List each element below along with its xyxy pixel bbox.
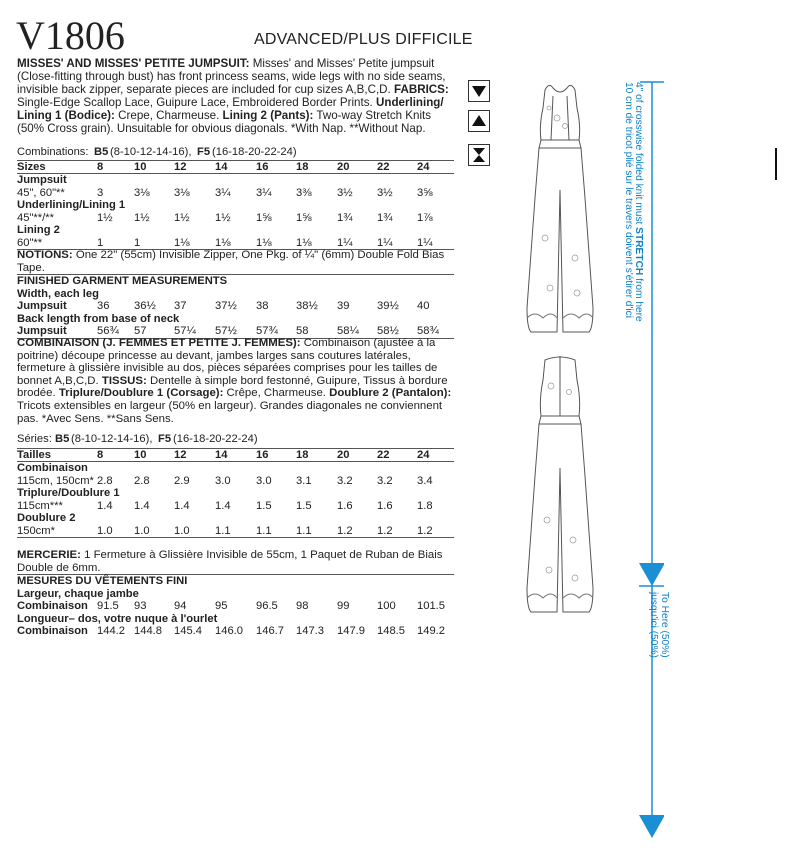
fabric-width: 115cm*** (17, 499, 63, 512)
measurement-value: 146.0 (215, 625, 243, 637)
fabric-width: 60"** (17, 236, 43, 249)
yardage-values-row (17, 500, 457, 513)
size-value: 22 (377, 160, 390, 173)
combinations-row (17, 146, 457, 159)
yardage-title-row (17, 487, 457, 500)
yardage-value: 1.5 (296, 499, 312, 512)
measurement-value: 38 (256, 300, 269, 312)
yardage-value: 1.8 (417, 499, 433, 512)
size-value: 24 (417, 160, 430, 173)
yardage-title: Combinaison (17, 462, 88, 474)
fabrics-text: Single-Edge Scallop Lace, Guipure Lace, Embroidered Border Prints. (17, 95, 373, 109)
yardage-value: 1⅛ (215, 236, 231, 249)
lining2-label: Lining 2 (Pants): (222, 108, 314, 122)
taille-value: 22 (377, 448, 390, 461)
yardage-value: 1.1 (296, 524, 312, 537)
sizes-label: Sizes (17, 160, 46, 173)
yardage-title: Underlining/Lining 1 (17, 199, 126, 211)
back-length-label: Back length from base of neck (17, 312, 180, 325)
series-b5-sizes: (8-10-12-14-16), (71, 433, 153, 445)
size-value: 14 (215, 160, 228, 173)
notions-label: NOTIONS: (17, 249, 73, 261)
fr-finished-label: MESURES DU VÊTEMENTS FINI (17, 575, 188, 587)
measurement-label: Combinaison (17, 600, 88, 612)
yardage-title-row (17, 224, 457, 237)
taille-value: 18 (296, 448, 309, 461)
measurement-value: 39 (337, 300, 350, 312)
measurement-value: 57¼ (174, 325, 196, 337)
taille-value: 14 (215, 448, 228, 461)
yardage-value: 3 (97, 186, 104, 199)
yardage-values-row (17, 212, 457, 225)
width-label: Width, each leg (17, 287, 99, 300)
yardage-value: 1.4 (215, 499, 231, 512)
combo-f5-sizes: (16-18-20-22-24) (212, 146, 297, 158)
yardage-value: 1¼ (377, 236, 393, 249)
notions-text: One 22" (55cm) Invisible Zipper, One Pkg. of ¼" (6mm) Double Fold Bias Tape. (17, 249, 445, 274)
measurement-value: 57 (134, 325, 147, 337)
combinations-label: Combinations: (17, 146, 89, 158)
yardage-value: 1.0 (134, 524, 150, 537)
yardage-value: 3.1 (296, 474, 312, 487)
measurement-label: Jumpsuit (17, 325, 67, 337)
measurement-value: 58¾ (417, 325, 439, 337)
taille-value: 10 (134, 448, 147, 461)
underlining-label: Underlining/ Lining 1 (Bodice): (17, 95, 444, 122)
series-f5-sizes: (16-18-20-22-24) (173, 433, 258, 445)
yardage-title-row (17, 199, 457, 212)
yardage-value: 3.2 (377, 474, 393, 487)
yardage-title: Triplure/Doublure 1 (17, 487, 120, 499)
yardage-value: 2.8 (134, 474, 150, 487)
combo-f5: F5 (197, 146, 211, 158)
yardage-value: 1.0 (97, 524, 113, 537)
yardage-value: 1.0 (174, 524, 190, 537)
yardage-value: 1½ (215, 211, 231, 224)
measurement-value: 57¾ (256, 325, 278, 337)
measurement-value: 149.2 (417, 625, 445, 637)
pattern-number: V1806 (16, 13, 125, 58)
yardage-value: 1.5 (256, 499, 272, 512)
mercerie-label: MERCERIE: (17, 549, 81, 561)
fr-width-label: Largeur, chaque jambe (17, 587, 139, 600)
size-value: 20 (337, 160, 350, 173)
doublure-label: Doublure 2 (Pantalon): (329, 387, 452, 400)
measurement-value: 144.8 (134, 625, 162, 637)
yardage-value: 1⅛ (296, 236, 312, 249)
fr-width-row (17, 600, 457, 613)
measurement-value: 100 (377, 600, 396, 612)
taille-value: 8 (97, 448, 104, 461)
tissus-text: Dentelle à simple bord festonné, Guipure, Tissus à bordure brodée. (17, 374, 448, 400)
yardage-value: 3.0 (215, 474, 231, 487)
yardage-value: 3⅛ (174, 186, 190, 199)
measurement-value: 37½ (215, 300, 237, 312)
measurement-value: 37 (174, 300, 187, 312)
yardage-value: 3⅜ (296, 186, 312, 199)
description-english (17, 58, 457, 135)
measurement-value: 94 (174, 600, 187, 612)
yardage-value: 3¼ (256, 186, 272, 199)
description-heading: MISSES' AND MISSES' PETITE JUMPSUIT: (17, 57, 250, 70)
fr-back-label: Longueur– dos, votre nuque à l'ourlet (17, 612, 218, 625)
yardage-table-french (17, 433, 457, 538)
finished-measurements-english (17, 274, 457, 339)
tailles-label: Tailles (17, 448, 51, 461)
fr-back-row (17, 625, 457, 638)
text-cursor (775, 148, 777, 180)
yardage-value: 1¼ (417, 236, 433, 249)
size-value: 16 (256, 160, 269, 173)
yardage-value: 3.4 (417, 474, 433, 487)
description-body: Misses' and Misses' Petite jumpsuit (Close-fitting through bust) has front princess seams, wide legs with no side seams, invisible back zipper, separate pieces are included for cup sizes A,B,C,D. (17, 57, 446, 96)
difficulty-label: ADVANCED/PLUS DIFFICILE (254, 31, 473, 48)
measurement-value: 58¼ (337, 325, 359, 337)
yardage-value: 1½ (97, 211, 113, 224)
measurement-value: 146.7 (256, 625, 284, 637)
yardage-value: 1.4 (174, 499, 190, 512)
to-here-fr: jusqu'ici (50%) (648, 592, 659, 658)
measurement-value: 91.5 (97, 600, 119, 612)
fr-body: Combinaison (ajustée à la poitrine) découpe princesse au devant, jambes larges sans coutures latérales, fermeture à glissière invisible au dos, pièces séparées comprises pour les tailles de bonnet A,B,C,D. (17, 337, 438, 387)
mercerie-text: 1 Fermeture à Glissière Invisible de 55cm, 1 Paquet de Ruban de Biais Double de 6mm. (17, 549, 443, 574)
yardage-value: 3¼ (215, 186, 231, 199)
width-row (17, 300, 457, 313)
yardage-value: 1¾ (377, 211, 393, 224)
yardage-value: 1.2 (417, 524, 433, 537)
yardage-value: 2.9 (174, 474, 190, 487)
yardage-value: 1⅞ (417, 211, 433, 224)
yardage-value: 1½ (134, 211, 150, 224)
fabric-width: 150cm* (17, 524, 55, 537)
fabrics-label: FABRICS: (394, 82, 449, 96)
yardage-value: 3⅛ (134, 186, 150, 199)
stretch-gauge (620, 80, 670, 840)
tailles-header-row (17, 449, 457, 462)
yardage-value: 1.6 (377, 499, 393, 512)
taille-value: 24 (417, 448, 430, 461)
measurement-value: 93 (134, 600, 147, 612)
yardage-value: 1.1 (256, 524, 272, 537)
finished-measurements-french (17, 574, 457, 638)
yardage-title-row (17, 512, 457, 525)
series-f5: F5 (158, 433, 172, 445)
fabric-width: 45"**/** (17, 211, 54, 224)
yardage-values-row (17, 475, 457, 488)
to-here-en: To Here (50%) (659, 592, 670, 658)
yardage-value: 1.6 (337, 499, 353, 512)
yardage-value: 1⅛ (256, 236, 272, 249)
triplure-text: Crêpe, Charmeuse. (226, 387, 326, 400)
measurement-value: 147.3 (296, 625, 324, 637)
yardage-value: 1⅝ (296, 211, 312, 224)
measurement-value: 58 (296, 325, 309, 337)
lining2-text: Two-way Stretch Knits (50% Cross grain). Unsuitable for obvious diagonals. *With Nap. **Without Nap. (17, 108, 432, 135)
yardage-value: 1½ (174, 211, 190, 224)
measurement-value: 56¾ (97, 325, 119, 337)
sizes-header-row (17, 161, 457, 174)
size-value: 10 (134, 160, 147, 173)
yardage-title-row (17, 462, 457, 475)
taille-value: 12 (174, 448, 187, 461)
triangle-up-icon (468, 110, 490, 132)
size-value: 12 (174, 160, 187, 173)
yardage-table-english (17, 146, 457, 250)
fabric-width: 115cm, 150cm* (17, 474, 94, 487)
measurement-value: 98 (296, 600, 309, 612)
combo-b5: B5 (94, 146, 109, 158)
yardage-title: Doublure 2 (17, 512, 76, 524)
series-b5: B5 (55, 433, 70, 445)
measurement-label: Jumpsuit (17, 300, 67, 312)
notions-english (17, 249, 457, 274)
measurement-value: 101.5 (417, 600, 445, 612)
yardage-value: 1 (97, 236, 104, 249)
yardage-values-row (17, 237, 457, 250)
yardage-value: 1.2 (337, 524, 353, 537)
yardage-value: 3.0 (256, 474, 272, 487)
doublure-text: Tricots extensibles en largeur (50% en largeur). Grandes diagonales ne conviennent pas. *Avec Sens. **Sans Sens. (17, 399, 443, 425)
yardage-value: 1.4 (97, 499, 113, 512)
taille-value: 20 (337, 448, 350, 461)
tissus-label: TISSUS: (101, 374, 147, 387)
underlining-text: Crepe, Charmeuse. (118, 108, 220, 122)
front-view-illustration (505, 78, 615, 348)
yardage-value: 3½ (337, 186, 353, 199)
measurement-value: 39½ (377, 300, 399, 312)
measurement-value: 57½ (215, 325, 237, 337)
fr-heading: COMBINAISON (J. FEMMES ET PETITE J. FEMMES): (17, 337, 301, 349)
series-row (17, 433, 457, 446)
hourglass-icon (468, 144, 490, 166)
yardage-value: 1¼ (337, 236, 353, 249)
finished-label: FINISHED GARMENT MEASUREMENTS (17, 275, 228, 287)
description-french (17, 337, 457, 425)
fabric-width: 45", 60"** (17, 186, 65, 199)
back-view-illustration (505, 350, 615, 630)
yardage-value: 3½ (377, 186, 393, 199)
yardage-values-row (17, 187, 457, 200)
measurement-value: 144.2 (97, 625, 125, 637)
measurement-value: 145.4 (174, 625, 202, 637)
yardage-value: 3.2 (337, 474, 353, 487)
yardage-value: 2.8 (97, 474, 113, 487)
yardage-title: Jumpsuit (17, 174, 67, 186)
measurement-value: 96.5 (256, 600, 278, 612)
measurement-value: 95 (215, 600, 228, 612)
mercerie-french (17, 549, 457, 574)
taille-value: 16 (256, 448, 269, 461)
yardage-value: 1⅛ (174, 236, 190, 249)
yardage-value: 1¾ (337, 211, 353, 224)
yardage-value: 1.4 (134, 499, 150, 512)
combo-b5-sizes: (8-10-12-14-16), (110, 146, 192, 158)
stretch-instruction-fr: 10 cm de tricot plié sur le travers doivent s'étirer d'ici (623, 82, 634, 319)
yardage-value: 1⅝ (256, 211, 272, 224)
yardage-value: 3⅝ (417, 186, 433, 199)
measurement-value: 147.9 (337, 625, 365, 637)
layout-symbols (468, 80, 490, 174)
measurement-label: Combinaison (17, 625, 88, 637)
measurement-value: 36 (97, 300, 110, 312)
measurement-value: 38½ (296, 300, 318, 312)
measurement-value: 40 (417, 300, 430, 312)
measurement-value: 58½ (377, 325, 399, 337)
stretch-instruction-en: 4" of crosswise folded knit must STRETCH from here (633, 82, 644, 322)
yardage-title-row (17, 174, 457, 187)
back-length-row (17, 325, 457, 338)
measurement-value: 99 (337, 600, 350, 612)
yardage-title: Lining 2 (17, 224, 60, 236)
measurement-value: 36½ (134, 300, 156, 312)
yardage-value: 1.2 (377, 524, 393, 537)
yardage-value: 1 (134, 236, 141, 249)
series-label: Séries: (17, 433, 52, 445)
triplure-label: Triplure/Doublure 1 (Corsage): (58, 387, 224, 400)
yardage-value: 1.1 (215, 524, 231, 537)
size-value: 18 (296, 160, 309, 173)
measurement-value: 148.5 (377, 625, 405, 637)
triangle-down-icon (468, 80, 490, 102)
size-value: 8 (97, 160, 104, 173)
yardage-values-row (17, 525, 457, 538)
